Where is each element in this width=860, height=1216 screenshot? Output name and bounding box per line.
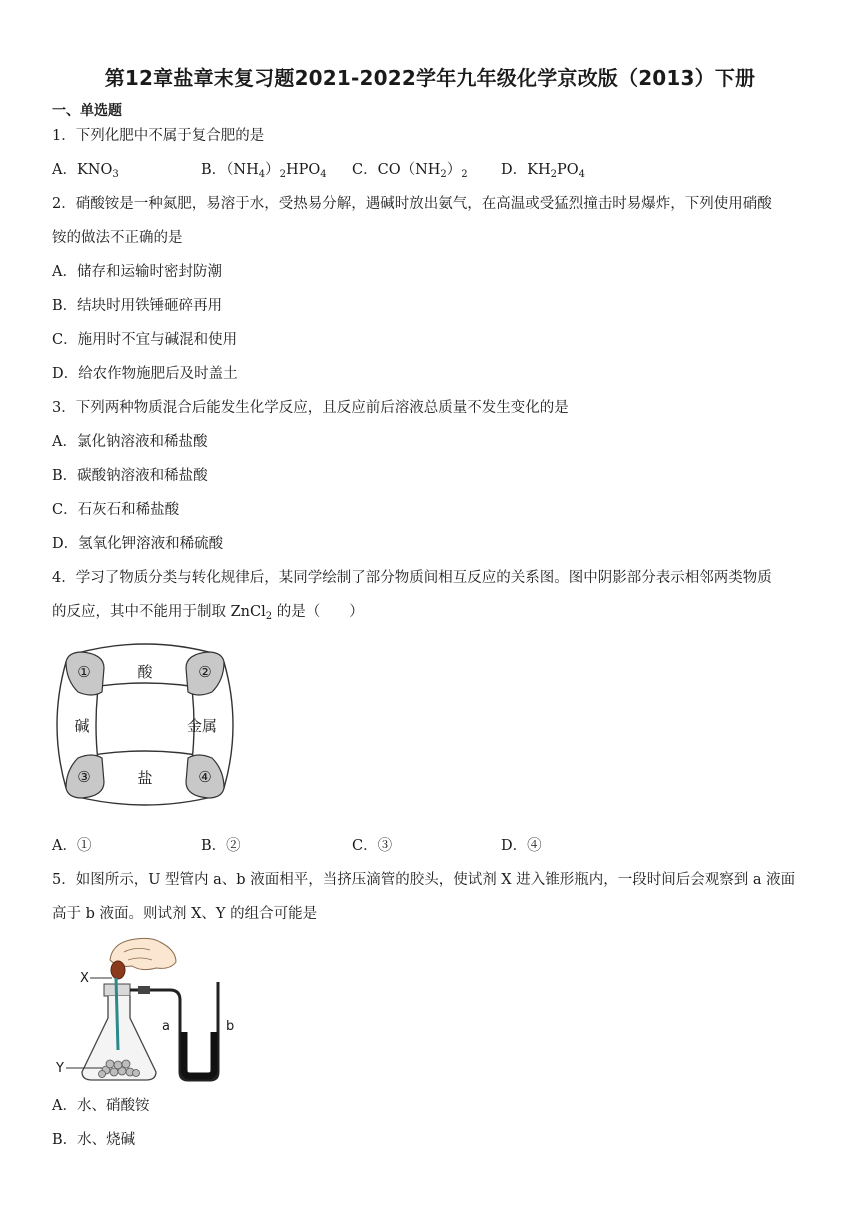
question-1-stem: 1．下列化肥中不属于复合肥的是 xyxy=(52,128,265,144)
q2-option-c[interactable]: C．施用时不宜与碱混和使用 xyxy=(52,332,238,348)
page-title: 第12章盐章末复习题2021-2022学年九年级化学京改版（2013）下册 xyxy=(104,66,756,90)
question-5-stem-line-1: 5．如图所示，U 型管内 a、b 液面相平，当挤压滴管的胶头，使试剂 X 进入锥形瓶内，一段时间后会观察到 a 液面 xyxy=(52,872,796,888)
question-4-stem-line-1: 4．学习了物质分类与转化规律后，某同学绘制了部分物质间相互反应的关系图。图中阴影部分表示相邻两类物质 xyxy=(52,570,772,586)
question-4-stem-line-2: 的反应，其中不能用于制取 ZnCl$_2$ 的是（ ） xyxy=(52,604,364,622)
label-base: 碱 xyxy=(74,717,90,735)
label-circle-4: ④ xyxy=(198,768,212,786)
q3-option-a[interactable]: A．氯化钠溶液和稀盐酸 xyxy=(52,434,208,450)
q1-option-d[interactable]: D．$KH_2PO_4$ xyxy=(501,162,586,180)
label-circle-1: ① xyxy=(77,663,91,681)
q3-option-c[interactable]: C．石灰石和稀盐酸 xyxy=(52,502,180,518)
label-acid: 酸 xyxy=(137,663,153,681)
question-2-stem-line-2: 铵的做法不正确的是 xyxy=(52,230,183,246)
label-side-a: a xyxy=(162,1019,170,1034)
label-metal: 金属 xyxy=(186,717,218,735)
q1-option-a[interactable]: A．$KNO_3$ xyxy=(52,162,119,180)
q3-option-b[interactable]: B．碳酸钠溶液和稀盐酸 xyxy=(52,468,208,484)
label-side-b: b xyxy=(226,1019,235,1034)
label-circle-3: ③ xyxy=(77,768,91,786)
u-tube-apparatus-diagram xyxy=(52,932,252,1084)
label-reagent-x: X xyxy=(80,971,89,986)
question-3-stem: 3．下列两种物质混合后能发生化学反应，且反应前后溶液总质量不发生变化的是 xyxy=(52,400,569,416)
q2-option-d[interactable]: D．给农作物施肥后及时盖土 xyxy=(52,366,238,382)
question-5-stem-line-2: 高于 b 液面。则试剂 X、Y 的组合可能是 xyxy=(52,906,318,922)
q5-option-b[interactable]: B．水、烧碱 xyxy=(52,1132,136,1148)
q4-option-a[interactable]: A．① xyxy=(52,838,92,854)
q3-option-d[interactable]: D．氢氧化钾溶液和稀硫酸 xyxy=(52,536,224,552)
label-circle-2: ② xyxy=(198,663,212,681)
q5-option-a[interactable]: A．水、硝酸铵 xyxy=(52,1098,150,1114)
q1-option-c[interactable]: C．$CO(NH_2)_2$ xyxy=(352,162,468,180)
reaction-relationship-diagram xyxy=(52,640,238,810)
q2-option-a[interactable]: A．储存和运输时密封防潮 xyxy=(52,264,222,280)
dropper-bulb xyxy=(111,961,125,979)
q4-option-d[interactable]: D．④ xyxy=(501,838,542,854)
q4-option-b[interactable]: B．② xyxy=(201,838,241,854)
q4-option-c[interactable]: C．③ xyxy=(352,838,393,854)
section-heading: 一、单选题 xyxy=(52,103,122,119)
q2-option-b[interactable]: B．结块时用铁锤砸碎再用 xyxy=(52,298,223,314)
label-salt: 盐 xyxy=(137,769,153,787)
question-2-stem-line-1: 2．硝酸铵是一种氮肥，易溶于水，受热易分解，遇碱时放出氨气，在高温或受猛烈撞击时易爆炸，下列使用硝酸 xyxy=(52,196,772,212)
q1-option-b[interactable]: B．$(NH_4)_2HPO_4$ xyxy=(201,162,327,180)
label-reagent-y: Y xyxy=(56,1061,64,1076)
